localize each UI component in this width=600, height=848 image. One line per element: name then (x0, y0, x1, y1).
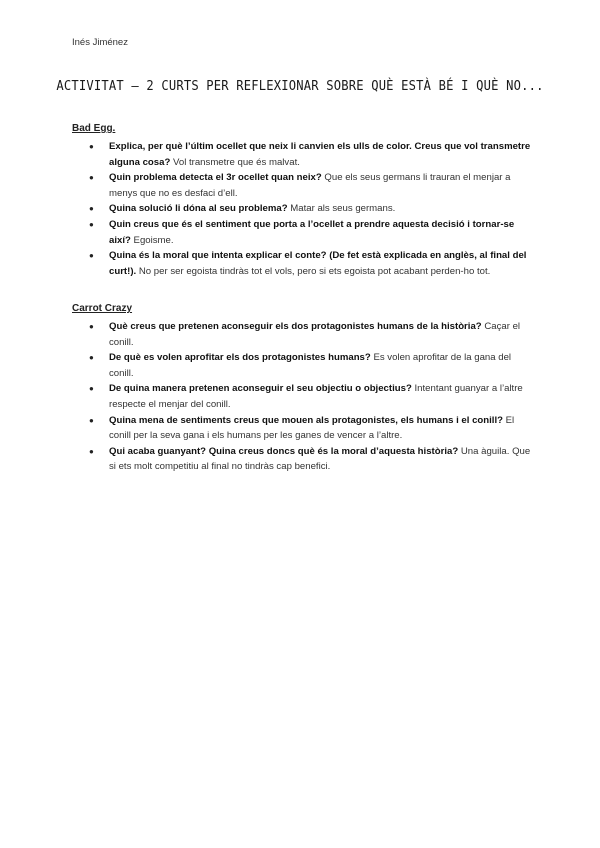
question-text: Quin creus que és el sentiment que porta a l’ocellet a prendre aquesta decisió i tornar-se així? (109, 218, 515, 246)
question-list (72, 139, 532, 279)
answer-text: Que els seus germans li trauran el menjar a menys que no es desfaci d’ell. (109, 172, 511, 199)
answer-text: No per ser egoista tindràs tot el vols, pero si ets egoista pot acabant perden-ho tot. (138, 265, 491, 277)
list-item (72, 413, 532, 444)
section-carrot-crazy (72, 302, 532, 475)
page-title: ACTIVITAT – 2 CURTS PER REFLEXIONAR SOBRE QUÈ ESTÀ BÉ I QUÈ NO... (56, 78, 544, 94)
author-name: Inés Jiménez (72, 37, 128, 48)
question-list (72, 319, 532, 475)
list-item (72, 381, 532, 412)
list-item (72, 217, 532, 248)
bullet-icon: ● (89, 173, 94, 183)
question-text: De quina manera pretenen aconseguir el seu objectiu o objectius? (109, 383, 412, 395)
bullet-icon: ● (89, 446, 94, 456)
list-item (72, 319, 532, 350)
list-item (72, 139, 532, 170)
bullet-icon: ● (89, 219, 94, 229)
list-item (72, 201, 532, 217)
answer-text: Egoisme. (133, 234, 174, 246)
answer-text: Es volen aprofitar de la gana del conill. (109, 352, 512, 379)
list-item (72, 444, 532, 475)
section-bad-egg (72, 122, 532, 279)
bullet-icon: ● (89, 322, 94, 331)
bullet-icon: ● (89, 415, 94, 425)
bullet-icon: ● (89, 142, 94, 151)
question-text: Quin problema detecta el 3r ocellet quan neix? (109, 172, 322, 184)
section-heading: Carrot Crazy (72, 303, 133, 314)
question-text: De què es volen aprofitar els dos protagonistes humans? (109, 352, 371, 364)
question-text: Quina és la moral que intenta explicar el conte? (De fet està explicada en anglès, al final del curt!). (109, 250, 527, 277)
answer-text: El conill per la seva gana i els humans per les ganes de vencer a l’altre. (109, 414, 515, 442)
question-text: Qui acaba guanyant? Quina creus doncs què és la moral d’aquesta història? (109, 445, 459, 457)
question-text: Explica, per què l’últim ocellet que neix li canvien els ulls de color. Creus que vol transmetre alguna cosa? (109, 141, 531, 168)
answer-text: Caçar el conill. (109, 321, 521, 348)
question-text: Quina mena de sentiments creus que mouen als protagonistes, els humans i el conill? (109, 414, 503, 426)
bullet-icon: ● (89, 251, 94, 261)
question-text: Quina solució li dóna al seu problema? (109, 203, 288, 215)
list-item (72, 170, 532, 201)
answer-text: Intentant guanyar a l’altre respecte el menjar del conill. (109, 383, 523, 410)
list-item (72, 248, 532, 279)
bullet-icon: ● (89, 204, 94, 214)
bullet-icon: ● (89, 384, 94, 394)
answer-text: Vol transmetre que és malvat. (172, 156, 300, 168)
answer-text: Matar als seus germans. (290, 203, 396, 215)
question-text: Què creus que pretenen aconseguir els dos protagonistes humans de la història? (109, 321, 482, 332)
section-heading: Bad Egg. (72, 123, 116, 134)
bullet-icon: ● (89, 353, 94, 363)
list-item (72, 350, 532, 381)
answer-text: Una àguila. Que si ets molt competitiu al final no tindràs cap benefici. (109, 445, 531, 473)
